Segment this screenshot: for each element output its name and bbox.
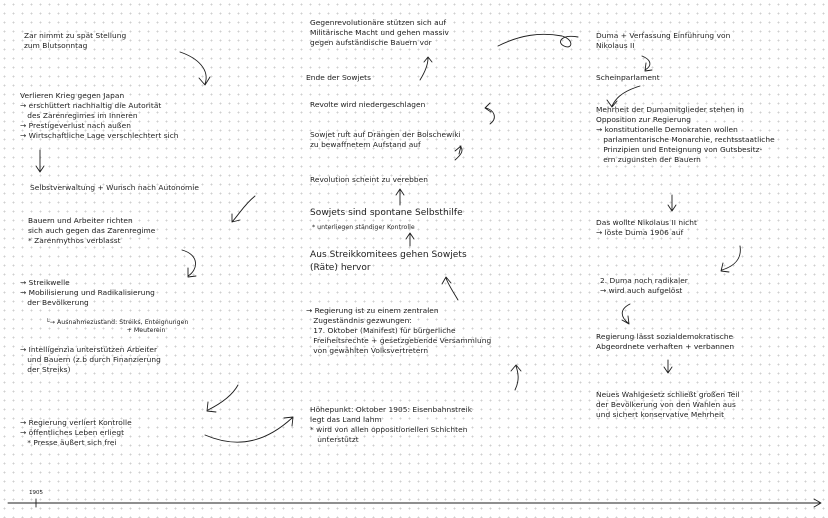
arrow-to-sowjet-aufstand <box>455 146 462 160</box>
timeline-label-1905: 1905 <box>29 490 43 496</box>
note-selbstverwaltung: Selbstverwaltung + Wunsch nach Autonomie <box>30 183 199 192</box>
arrow-col2-to-col3 <box>498 34 578 47</box>
note-gegenrevolutionaere: Gegenrevolutionäre stützen sich auf Militärische Macht und gehen massiv gegen aufständische Bauern vor <box>310 18 449 47</box>
note-nikolaus-aufloesung: Das wollte Nikolaus II nicht → löste Duma 1906 auf <box>596 218 697 237</box>
arrow-to-opposition <box>607 86 640 107</box>
arrow-to-verhaftung <box>622 304 630 324</box>
arrow-to-zweite-duma <box>721 246 740 272</box>
arrow-to-scheinparlament <box>642 56 652 71</box>
arrow-to-revolte <box>485 103 494 124</box>
note-bauern-arbeiter: Bauern und Arbeiter richten sich auch gegen das Zarenregime * Zarenmythos verblasst <box>28 216 156 245</box>
note-zweite-duma: 2. Duma noch radikaler → wird auch aufgelöst <box>600 276 688 295</box>
note-kontrolle-sowjets: * unterliegen ständiger Kontrolle <box>312 224 415 231</box>
arrow-to-selbstverwaltung <box>36 150 44 172</box>
arrow-to-wahlgesetz <box>664 360 672 373</box>
note-verhaftung: Regierung lässt sozialdemokratische Abgeordnete verhaften + verbannen <box>596 332 735 351</box>
note-duma-verfassung: Duma + Verfassung Einführung von Nikolaus II <box>596 31 731 50</box>
note-revolution-verebben: Revolution scheint zu verebben <box>310 175 428 184</box>
arrow-to-selbsthilfe <box>406 233 414 246</box>
arrow-to-revolution-verebben <box>396 189 404 205</box>
note-regierung-zugestaendnis: → Regierung ist zu einem zentralen Zugeständnis gezwungen: 17. Oktober (Manifest) für bürgerliche Freiheitsrechte + gesetzgebende Versammlung von gewählten Volksvertretern <box>306 306 492 355</box>
arrow-to-nikolaus <box>668 195 676 211</box>
arrow-col1-to-col2 <box>205 417 293 442</box>
arrow-to-regierung-kontrolle <box>207 385 238 412</box>
arrow-to-regierung <box>511 365 521 390</box>
arrow-to-ende <box>420 57 432 80</box>
note-ende-sowjets: Ende der Sowjets <box>306 73 371 82</box>
note-intelligenzia: → Intelligenzia unterstützen Arbeiter und Bauern (z.b durch Finanzierung der Streiks) <box>20 345 161 374</box>
note-wahlgesetz: Neues Wahlgesetz schließt großen Teil der Bevölkerung von den Wahlen aus und sichert konservative Mehrheit <box>596 390 740 419</box>
note-kontrolle: → Regierung verliert Kontrolle → öffentliches Leben erliegt * Presse äußert sich frei <box>20 418 132 447</box>
note-revolte: Revolte wird niedergeschlagen <box>310 100 426 109</box>
arrow-to-streik <box>182 250 196 277</box>
note-zar-stellung: Zar nimmt zu spät Stellung zum Blutsonntag <box>24 31 127 50</box>
arrow-to-streikkomitees <box>442 277 458 300</box>
note-opposition: Mehrheit der Dumamitglieder stehen in Opposition zur Regierung → konstitutionelle Demokraten wollen parlamentarische Monarchie, rechtsstaatliche Prinzipien und Enteignung von Gutsbesitz- ern zugunsten der Bauern <box>596 105 775 164</box>
note-scheinparlament: Scheinparlament <box>596 73 660 82</box>
note-streikwelle: → Streikwelle → Mobilisierung und Radikalisierung der Bevölkerung <box>20 278 155 307</box>
arrow-to-bauern <box>232 196 255 222</box>
note-ausnahmezustand: └→ Ausnahmezustand: Streiks, Enteignungen + Meuterein <box>46 319 189 334</box>
note-sowjet-aufstand: Sowjet ruft auf Drängen der Bolschewiki zu bewaffnetem Aufstand auf <box>310 130 461 149</box>
note-hoehepunkt: Höhepunkt: Oktober 1905: Eisenbahnstreik legt das Land lahm * wird von allen oppositionellen Schichten unterstützt <box>310 405 473 444</box>
note-sowjets-selbsthilfe: Sowjets sind spontane Selbsthilfe <box>310 208 463 218</box>
note-streikkomitees: Aus Streikkomitees gehen Sowjets (Räte) hervor <box>310 250 467 273</box>
arrow-zar-to-krieg <box>180 52 210 85</box>
note-krieg-japan: Verlieren Krieg gegen Japan → erschüttert nachhaltig die Autorität des Zarenregimes im Inneren → Prestigeverlust nach außen → Wirtschaftliche Lage verschlechtert sich <box>20 91 179 140</box>
